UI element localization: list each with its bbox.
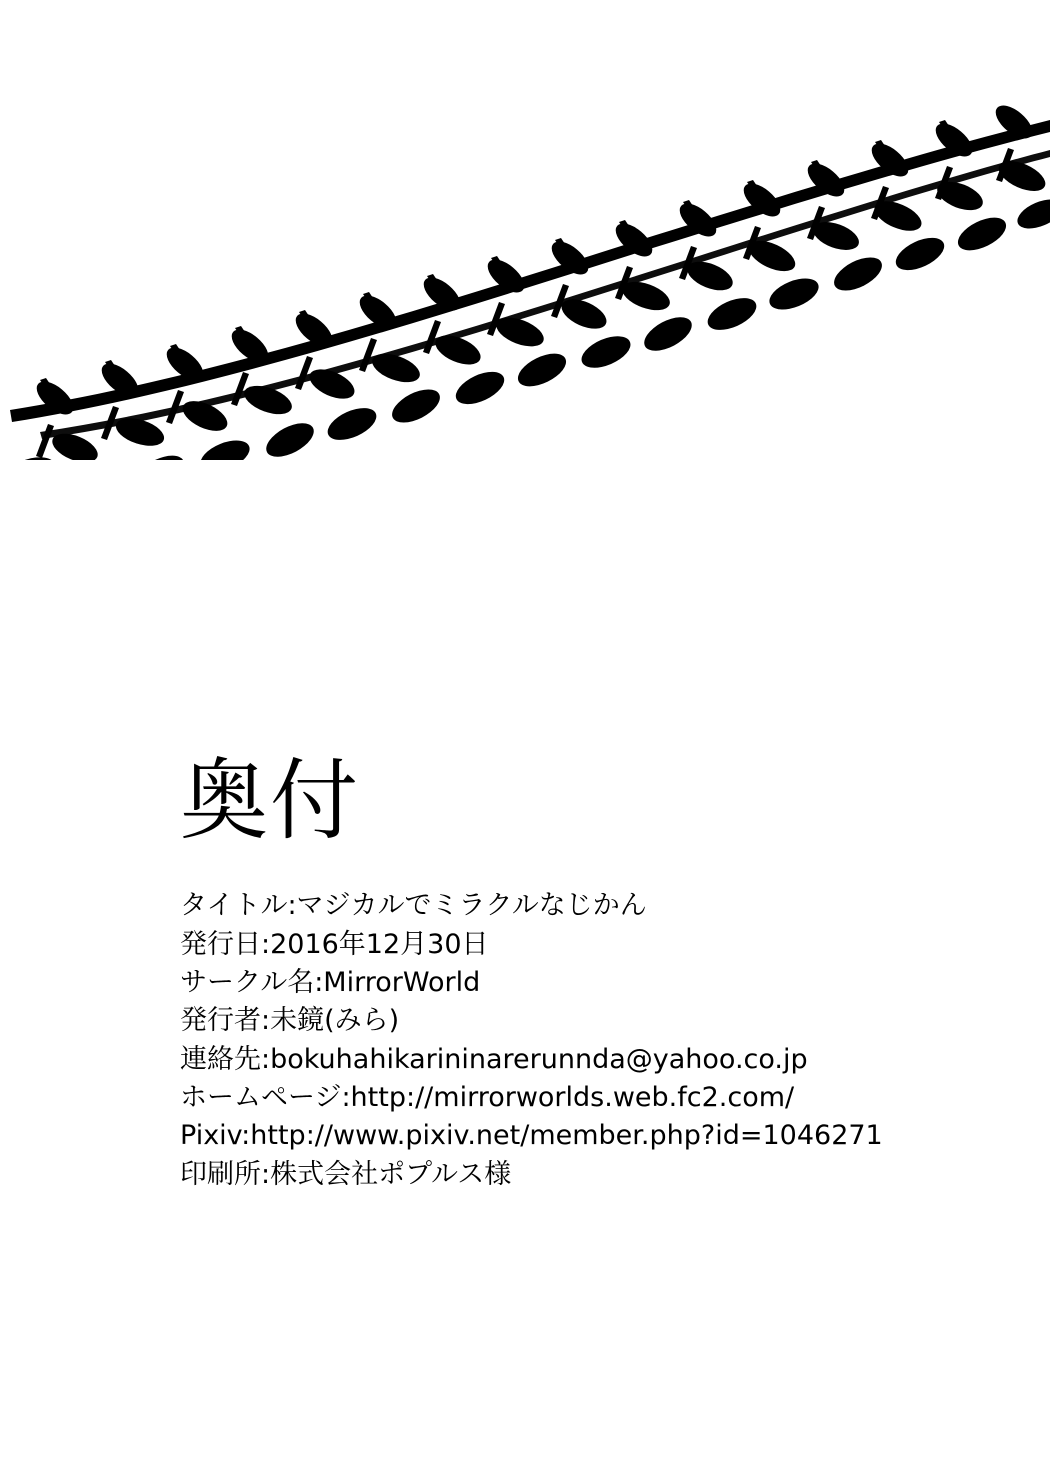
colophon-line-title: タイトル:マジカルでミラクルなじかん — [180, 890, 647, 922]
colophon-line-printer: 印刷所:株式会社ポプルス様 — [180, 1158, 512, 1190]
vine-ornament-graphic — [0, 80, 1050, 460]
colophon-line-homepage: ホームページ:http://mirrorworlds.web.fc2.com/ — [180, 1082, 795, 1114]
colophon-lines — [180, 887, 940, 1194]
colophon-block — [180, 749, 940, 1194]
colophon-line-contact-email: 連絡先:bokuhahikarininarerunnda@yahoo.co.jp — [180, 1043, 808, 1075]
colophon-line-pixiv: Pixiv:http://www.pixiv.net/member.php?id=1046271 — [180, 1120, 883, 1152]
colophon-line-publisher: 発行者:未鏡(みら) — [180, 1005, 400, 1037]
colophon-heading: 奥付 — [180, 749, 361, 852]
colophon-line-circle-name: サークル名:MirrorWorld — [180, 967, 481, 999]
colophon-line-publish-date: 発行日:2016年12月30日 — [180, 928, 489, 960]
vine-ornament — [0, 80, 1050, 460]
